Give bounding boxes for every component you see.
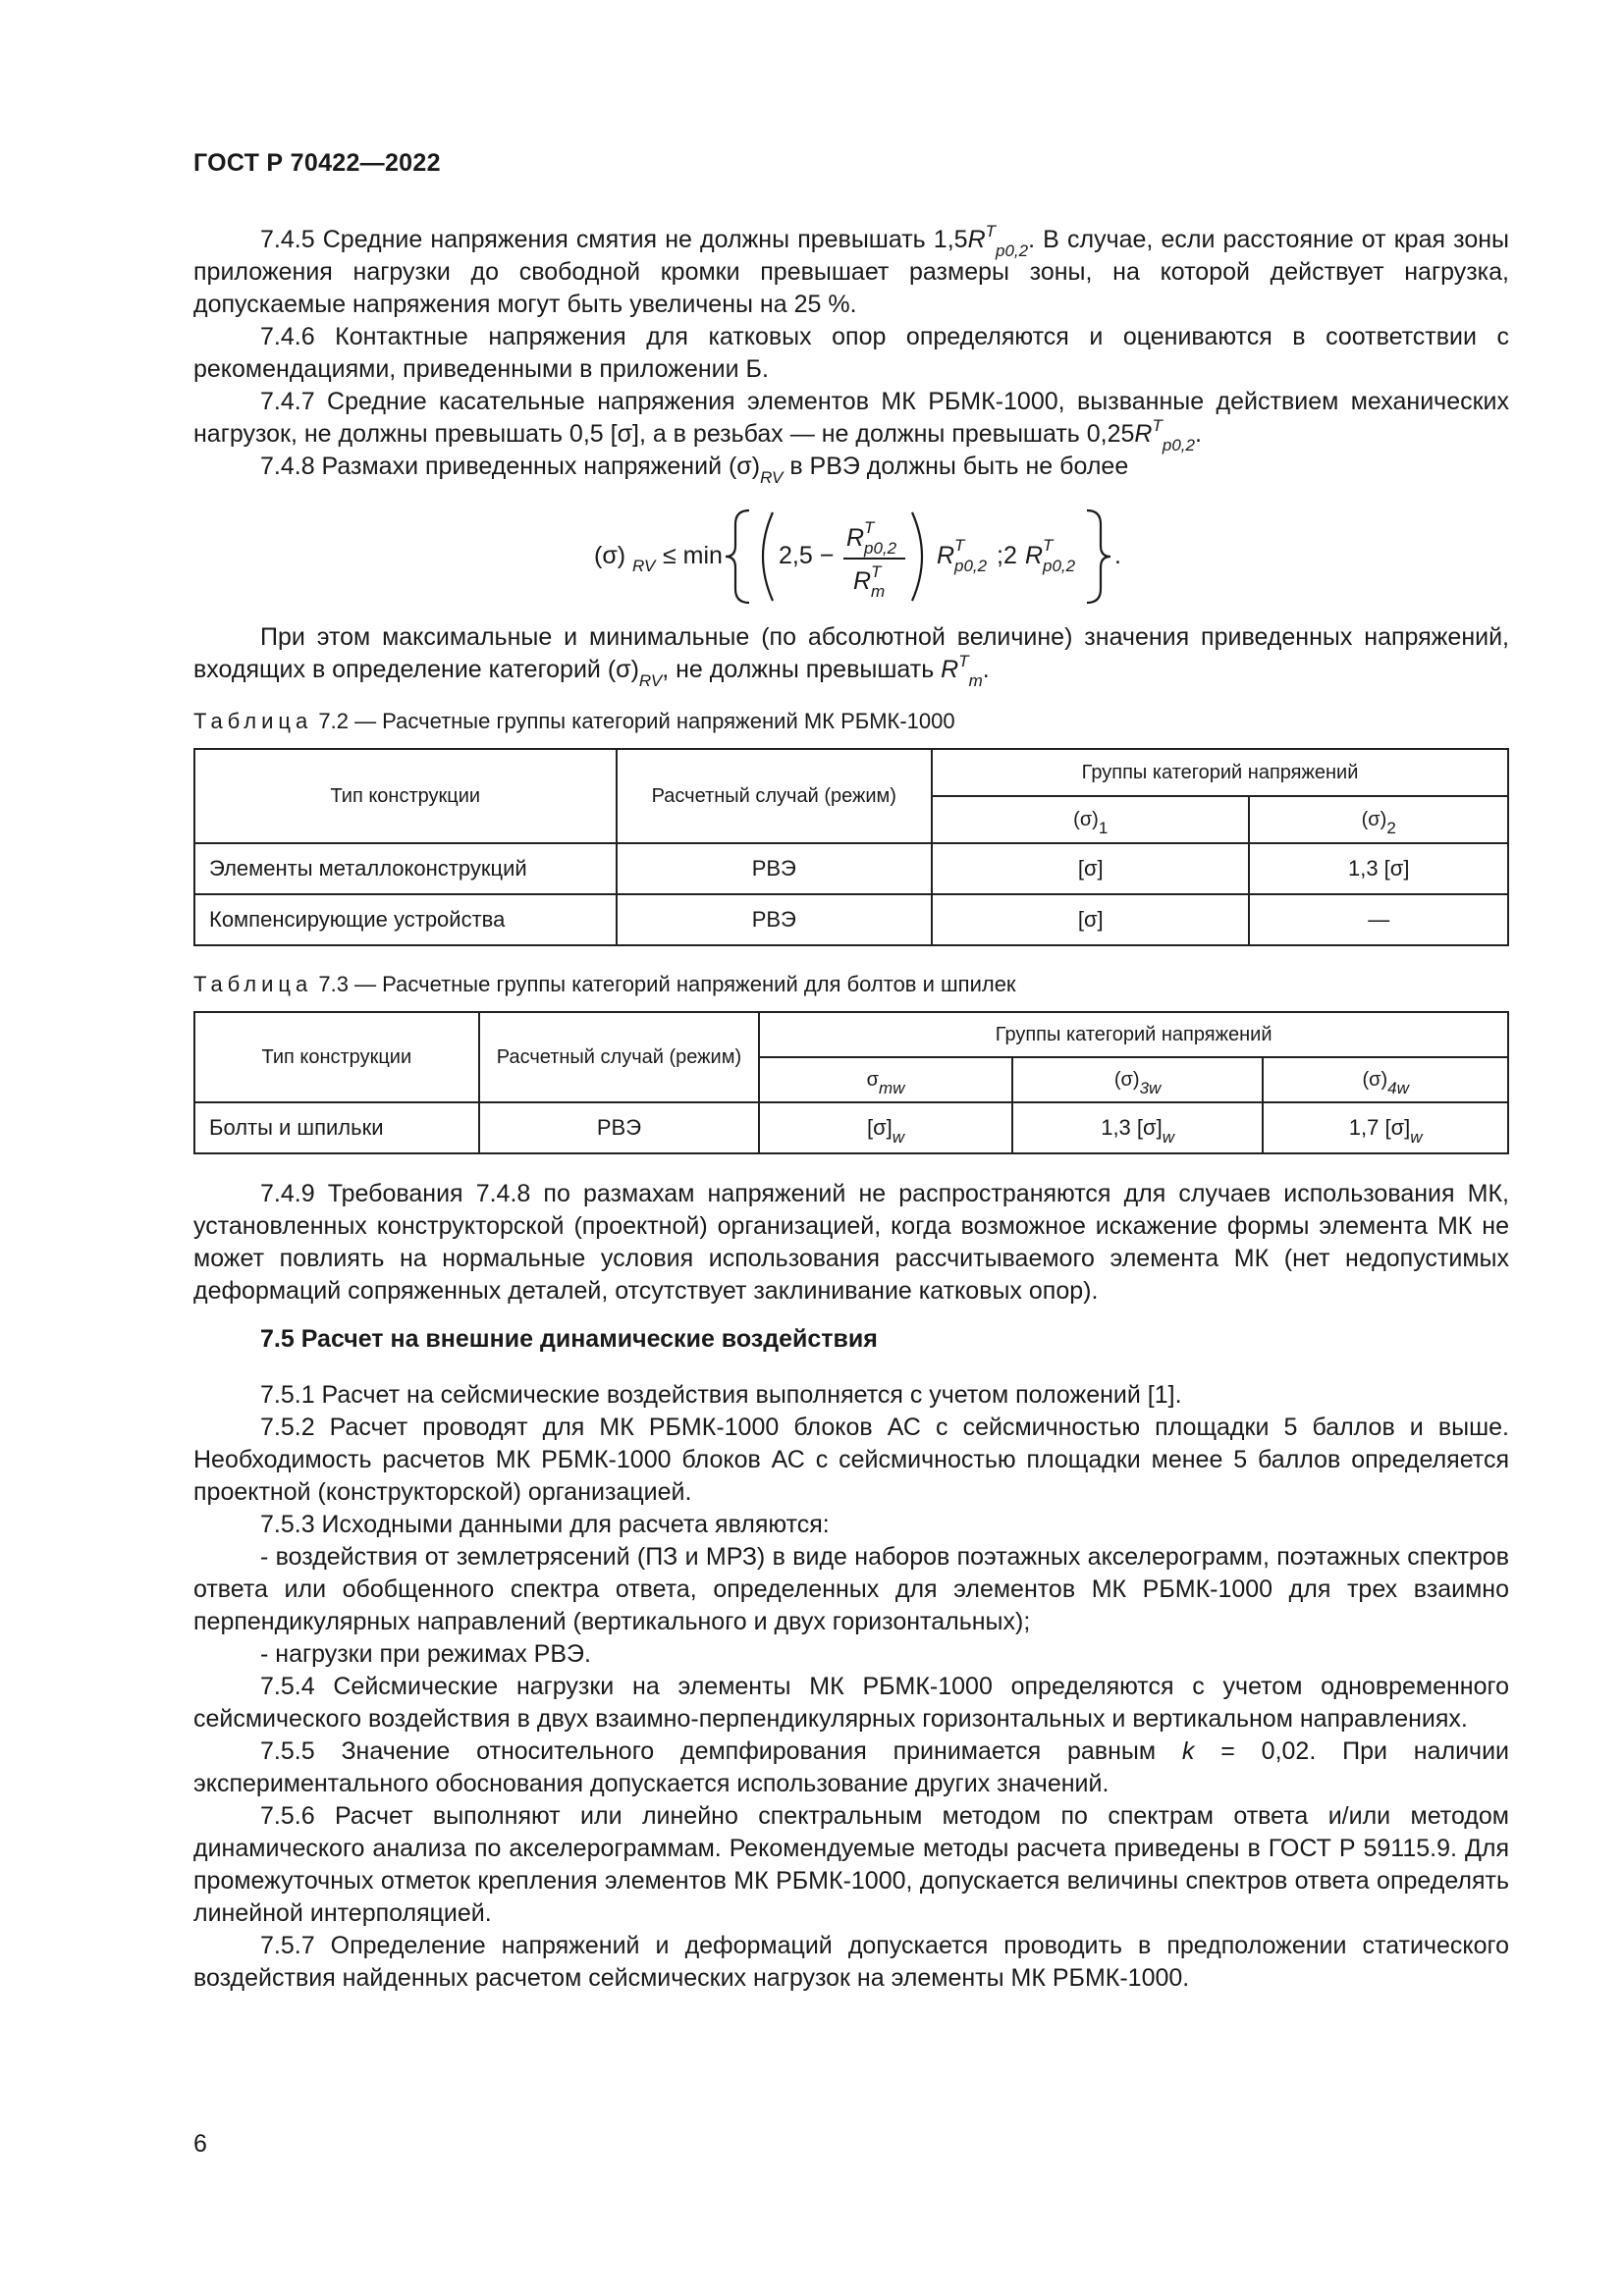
formula-left-brace (726, 510, 749, 603)
formula-right-paren (912, 512, 922, 601)
table-7-3 (193, 1011, 1509, 1154)
formula-mult-sup: T (954, 536, 965, 555)
table-row: Болты и шпильки РВЭ $[\sigma]_w$ 1,3 $[\sigma]_w$ 1,7 $[\sigma]_w$ (194, 1102, 1508, 1153)
clause-7-5-2: 7.5.2 Расчет проводят для МК РБМК-1000 блоков АС с сейсмичностью площадки 5 баллов и выше. Необходимость расчетов МК РБМК-1000 блоков АС с сейсмичностью площадки менее 5 баллов определяется проектной (конструкторской) организацией. (193, 1414, 1509, 1506)
table-7-3-header-g3: $(\sigma)_{4w}$ (1263, 1057, 1508, 1102)
table-7-2-header-groups: Группы категорий напряжений (932, 749, 1508, 796)
formula-left-paren (763, 512, 773, 601)
clause-7-5-5: 7.5.5 Значение относительного демпфирования принимается равным k = 0,02. При наличии экспериментального обоснования допускается использование других значений. (193, 1737, 1509, 1797)
paragraph-after-formula-block (193, 621, 1509, 690)
clause-7-4-9-block (193, 1178, 1509, 1308)
table-7-3-header-g1: $\sigma_{mw}$ (759, 1057, 1012, 1102)
formula-end-sup: T (1043, 536, 1054, 555)
formula-den-sup: T (871, 562, 882, 581)
formula-num-sup: T (864, 518, 875, 537)
clauses-745-748 (193, 221, 1510, 487)
formula-lhs-sub: RV (632, 557, 656, 575)
clauses-7-5 (193, 1379, 1509, 1995)
clause-7-5-7: 7.5.7 Определение напряжений и деформаций допускается проводить в предположении статического воздействия найденных расчетом сейсмических нагрузок на элементы МК РБМК-1000. (193, 1932, 1509, 1992)
formula-num-r: R (846, 524, 865, 552)
formula-end-dot: . (1114, 542, 1121, 569)
formula-operator: ≤ min (663, 542, 723, 569)
clause-7-4-5: 7.4.5 Средние напряжения смятия не должны превышать $1,5R^T_{p0,2}$. В случае, если расстояние от края зоны приложения нагрузки до свободной кромки превышает размеры зоны, на которой действует нагрузка, допускаемые напряжения могут быть увеличены на 25 %. (193, 221, 1510, 318)
table-7-3-header-g2: $(\sigma)_{3w}$ (1012, 1057, 1264, 1102)
page-number: 6 (193, 2130, 207, 2158)
formula-num-sub: p0,2 (864, 539, 897, 558)
table-7-3-header-case: Расчетный случай (режим) (479, 1012, 760, 1102)
clause-7-4-7: 7.4.7 Средние касательные напряжения элементов МК РБМК-1000, вызванные действием механических нагрузок, не должны превышать 0,5 [σ], а в резьбах — не должны превышать $0,25R^T_{p0,2}$. (193, 388, 1509, 454)
paragraph-after-formula: При этом максимальные и минимальные (по абсолютной величине) значения приведенных напряжений, входящих в определение категорий $(\sigma)_{RV}$, не должны превышать $R^T_m$. (193, 623, 1509, 690)
clause-7-4-9: 7.4.9 Требования 7.4.8 по размахам напряжений не распространяются для случаев использования МК, установленных конструкторской (проектной) организацией, когда возможное искажение формы элемента МК не может повлиять на нормальные условия использования рассчитываемого элемента МК (нет недопустимых деформаций сопряженных деталей, отсутствует заклинивание катковых опор). (193, 1180, 1509, 1305)
formula-mult-r: R (937, 542, 955, 569)
section-7-5-title: 7.5 Расчет на внешние динамические воздействия (260, 1325, 878, 1353)
clause-7-5-3: 7.5.3 Исходными данными для расчета являются: (260, 1511, 830, 1538)
table-7-2-caption: Таблица 7.2 — Расчетные группы категорий напряжений МК РБМК-1000 (193, 709, 955, 733)
document-code: ГОСТ Р 70422—2022 (193, 149, 441, 177)
clause-7-5-4: 7.5.4 Сейсмические нагрузки на элементы МК РБМК-1000 определяются с учетом одновременного сейсмического воздействия в двух взаимно-перпендикулярных горизонтальных и вертикальном направлениях. (193, 1673, 1509, 1733)
formula-stress-range (193, 503, 1509, 611)
table-7-3-header-type: Тип конструкции (194, 1012, 479, 1102)
table-7-2-header-g1: $(\sigma)_1$ (932, 796, 1249, 843)
clause-7-5-1: 7.5.1 Расчет на сейсмические воздействия выполняется с учетом положений [1]. (260, 1381, 1182, 1409)
clause-7-4-8: 7.4.8 Размахи приведенных напряжений $(\sigma)_{RV}$ в РВЭ должны быть не более (260, 453, 1129, 487)
table-7-2 (193, 748, 1509, 946)
formula-mult-sub: p0,2 (954, 557, 988, 575)
formula-den-r: R (853, 567, 872, 595)
formula-right-brace (1087, 510, 1110, 603)
clause-7-4-6: 7.4.6 Контактные напряжения для катковых опор определяются и оцениваются в соответствии с рекомендациями, приведенными в приложении Б. (193, 323, 1509, 383)
clause-7-5-3-bullet-1: - воздействия от землетрясений (ПЗ и МРЗ) в виде наборов поэтажных акселерограмм, поэтажных спектров ответа или обобщенного спектра ответа, определенных для элементов МК РБМК-1000 для трех взаимно перпендикулярных направлений (вертикального и двух горизонтальных); (193, 1543, 1509, 1635)
formula-constant: 2,5 − (779, 542, 835, 569)
table-7-2-header-type: Тип конструкции (194, 749, 617, 843)
clause-7-5-6: 7.5.6 Расчет выполняют или линейно спектральным методом по спектрам ответа и/или методом динамического анализа по акселерограммам. Рекомендуемые методы расчета приведены в ГОСТ Р 59115.9. Для промежуточных отметок крепления элементов МК РБМК-1000, допускается величины спектров ответа определять линейной интерполяцией. (193, 1802, 1509, 1927)
table-row: Компенсирующие устройства РВЭ [σ] — (194, 894, 1508, 945)
table-row: Элементы металлоконструкций РВЭ [σ] 1,3 [σ] (194, 843, 1508, 894)
formula-den-sub: m (871, 582, 886, 601)
formula-end-sub: p0,2 (1043, 557, 1076, 575)
table-7-3-header-groups: Группы категорий напряжений (759, 1012, 1508, 1057)
table-7-2-header-g2: $(\sigma)_2$ (1249, 796, 1508, 843)
formula-end-r: R (1025, 542, 1044, 569)
formula-svg (193, 503, 1509, 611)
table-7-2-header-case: Расчетный случай (режим) (617, 749, 933, 843)
formula-lhs: (σ) (594, 542, 626, 569)
clause-7-5-3-bullet-2: - нагрузки при режимах РВЭ. (260, 1640, 591, 1668)
formula-separator: ;2 (997, 542, 1017, 569)
table-7-3-caption: Таблица 7.3 — Расчетные группы категорий напряжений для болтов и шпилек (193, 972, 1016, 996)
